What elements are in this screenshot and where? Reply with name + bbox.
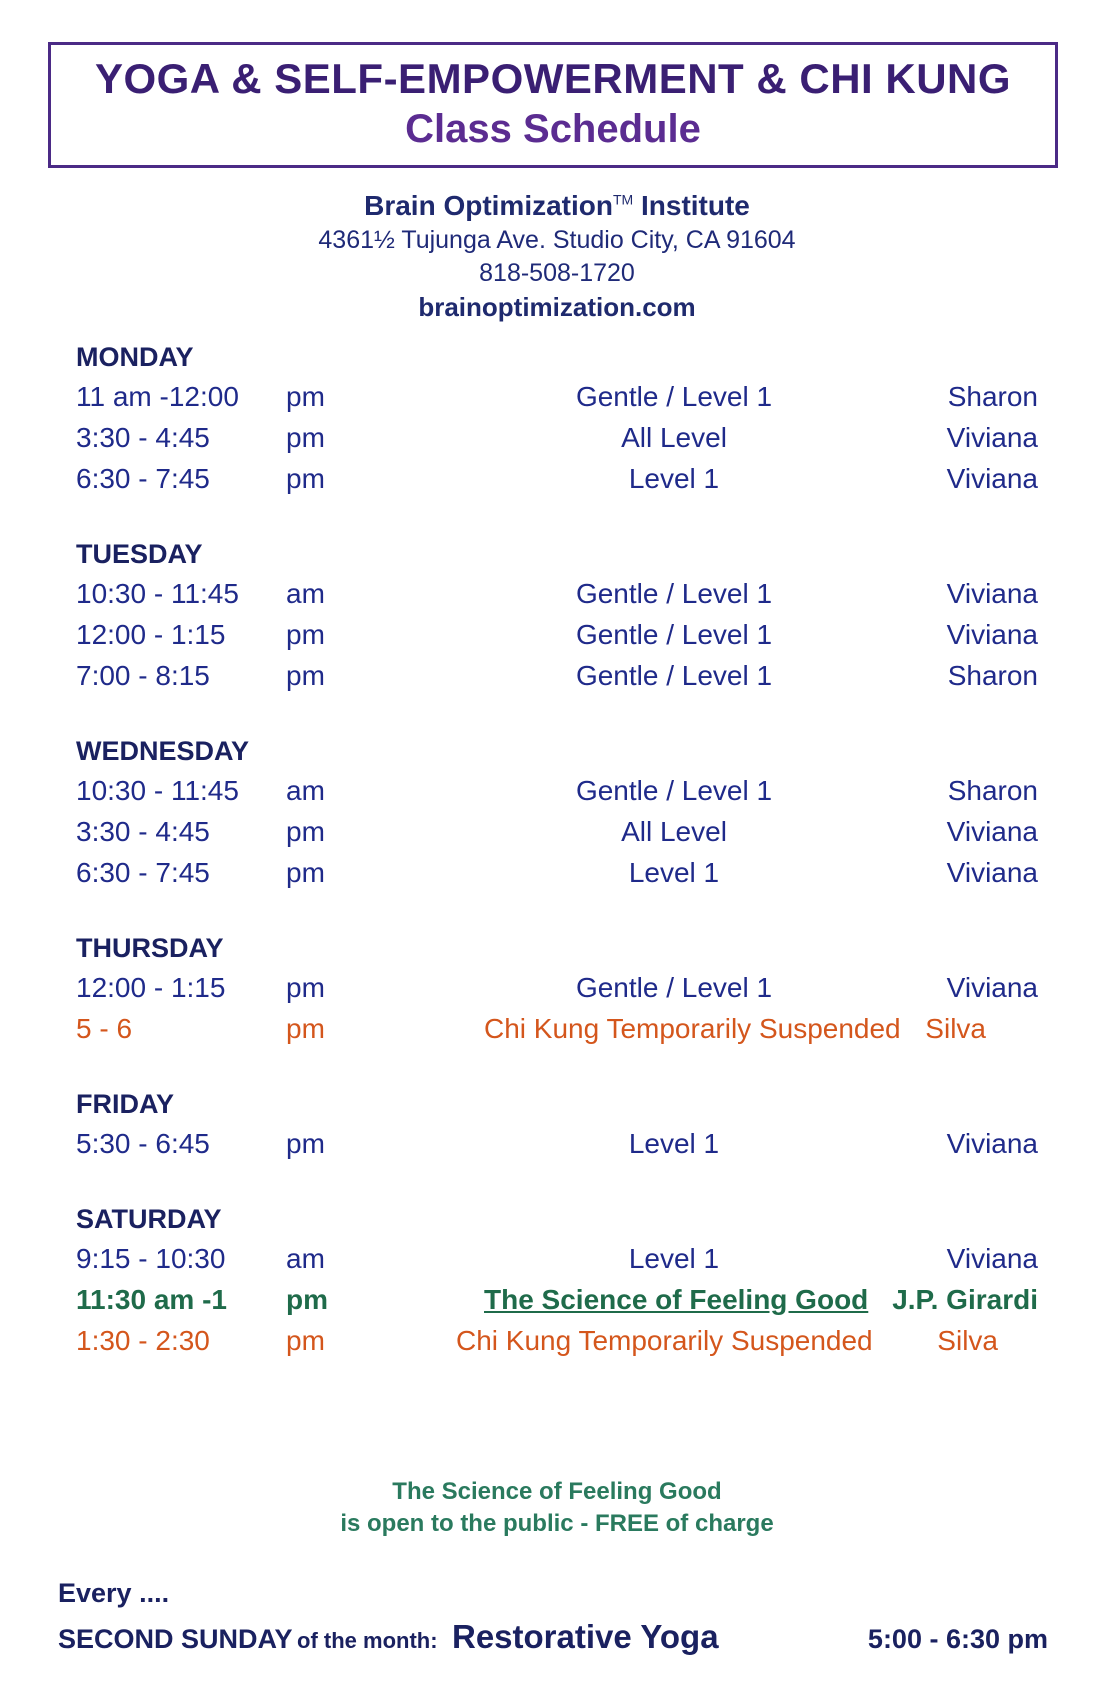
class-ampm: pm [286, 1013, 325, 1044]
day-heading: TUESDAY [76, 539, 203, 569]
day-heading: MONDAY [76, 342, 194, 372]
free-note [0, 1476, 1114, 1540]
trademark-mark: TM [613, 191, 634, 208]
org-info [0, 190, 1114, 323]
class-schedule [76, 338, 1046, 1397]
schedule-row [76, 770, 1046, 811]
page-title: YOGA & SELF-EMPOWERMENT & CHI KUNG [94, 55, 1012, 102]
class-instructor: Viviana [946, 578, 1038, 609]
class-name-link[interactable]: The Science of Feeling Good [484, 1284, 869, 1315]
class-name: Level 1 [628, 1128, 720, 1159]
class-name: Gentle / Level 1 [575, 578, 773, 609]
schedule-row-suspended [76, 1008, 1046, 1049]
class-instructor: Viviana [946, 619, 1038, 650]
class-name: Gentle / Level 1 [575, 775, 773, 806]
class-ampm: pm [286, 1128, 325, 1159]
title-box [48, 42, 1058, 168]
schedule-row [76, 852, 1046, 893]
day-heading: WEDNESDAY [76, 736, 250, 766]
day-heading: SATURDAY [76, 1204, 222, 1234]
restorative-yoga-time: 5:00 - 6:30 pm [867, 1624, 1048, 1654]
second-sunday-label: SECOND SUNDAY [58, 1624, 293, 1654]
schedule-row [76, 967, 1046, 1008]
schedule-row [76, 1238, 1046, 1279]
schedule-row [76, 811, 1046, 852]
org-name [0, 190, 1114, 222]
class-instructor: Viviana [946, 1128, 1038, 1159]
class-ampm: pm [286, 857, 325, 888]
schedule-row-featured [76, 1279, 1046, 1320]
class-instructor: Viviana [946, 972, 1038, 1003]
of-month-label: of the month: [297, 1628, 438, 1653]
restorative-yoga-label: Restorative Yoga [452, 1618, 719, 1655]
class-ampm: am [286, 775, 325, 806]
schedule-row [76, 614, 1046, 655]
class-time: 5 - 6 [76, 1013, 133, 1044]
note-line-1: The Science of Feeling Good [392, 1478, 722, 1505]
class-name: Gentle / Level 1 [575, 619, 773, 650]
class-time: 3:30 - 4:45 [76, 422, 210, 453]
schedule-row [76, 655, 1046, 696]
class-time: 12:00 - 1:15 [76, 619, 226, 650]
class-instructor: Silva [925, 1013, 986, 1044]
class-time: 10:30 - 11:45 [76, 775, 239, 806]
class-ampm: pm [286, 816, 325, 847]
class-time: 11:30 am -1 [76, 1284, 227, 1315]
org-address: 4361½ Tujunga Ave. Studio City, CA 91604 [318, 226, 796, 254]
day-wednesday [76, 732, 1046, 893]
class-time: 12:00 - 1:15 [76, 972, 226, 1003]
every-label: Every .... [58, 1578, 170, 1608]
class-ampm: pm [286, 1325, 325, 1356]
class-name: Level 1 [628, 463, 720, 494]
schedule-row [76, 376, 1046, 417]
class-name: Gentle / Level 1 [575, 972, 773, 1003]
class-ampm: pm [286, 381, 325, 412]
class-instructor: Sharon [947, 775, 1038, 806]
class-instructor: Viviana [946, 422, 1038, 453]
class-instructor: Viviana [946, 816, 1038, 847]
schedule-row-suspended [76, 1320, 1046, 1361]
class-ampm: pm [286, 619, 325, 650]
class-name: Level 1 [628, 1243, 720, 1274]
day-heading: FRIDAY [76, 1089, 175, 1119]
day-heading: THURSDAY [76, 933, 224, 963]
day-saturday [76, 1200, 1046, 1361]
class-instructor: Sharon [947, 381, 1038, 412]
class-name: All Level [621, 816, 727, 847]
day-friday [76, 1085, 1046, 1164]
class-time: 11 am -12:00 [76, 381, 239, 412]
class-time: 7:00 - 8:15 [76, 660, 210, 691]
class-time: 10:30 - 11:45 [76, 578, 239, 609]
class-name: Chi Kung Temporarily Suspended [456, 1325, 873, 1356]
note-line-2: is open to the public - FREE of charge [340, 1510, 774, 1537]
class-time: 3:30 - 4:45 [76, 816, 210, 847]
schedule-row [76, 573, 1046, 614]
class-instructor: Viviana [946, 1243, 1038, 1274]
org-name-text: Brain Optimization [364, 190, 613, 221]
schedule-row [76, 458, 1046, 499]
class-instructor: Sharon [947, 660, 1038, 691]
schedule-row [76, 417, 1046, 458]
class-instructor: Silva [937, 1325, 998, 1356]
schedule-row [76, 1123, 1046, 1164]
page-subtitle: Class Schedule [405, 107, 701, 151]
class-instructor: Viviana [946, 463, 1038, 494]
class-instructor: J.P. Girardi [892, 1284, 1038, 1315]
class-ampm: pm [286, 463, 325, 494]
day-thursday [76, 929, 1046, 1049]
class-name: Gentle / Level 1 [575, 660, 773, 691]
class-time: 1:30 - 2:30 [76, 1325, 210, 1356]
class-time: 5:30 - 6:45 [76, 1128, 210, 1159]
class-name: Level 1 [628, 857, 720, 888]
class-ampm: pm [286, 1284, 328, 1315]
org-website: brainoptimization.com [418, 292, 696, 322]
class-name: Chi Kung Temporarily Suspended [484, 1013, 901, 1044]
class-time: 6:30 - 7:45 [76, 857, 210, 888]
class-time: 6:30 - 7:45 [76, 463, 210, 494]
class-instructor: Viviana [946, 857, 1038, 888]
class-ampm: am [286, 578, 325, 609]
class-name: Gentle / Level 1 [575, 381, 773, 412]
org-phone: 818-508-1720 [479, 259, 635, 287]
class-ampm: pm [286, 972, 325, 1003]
class-name: All Level [621, 422, 727, 453]
day-monday [76, 338, 1046, 499]
second-sunday-line [58, 1618, 1048, 1662]
org-name-suffix: Institute [641, 190, 750, 221]
class-ampm: pm [286, 422, 325, 453]
day-tuesday [76, 535, 1046, 696]
class-ampm: am [286, 1243, 325, 1274]
class-time: 9:15 - 10:30 [76, 1243, 226, 1274]
class-ampm: pm [286, 660, 325, 691]
